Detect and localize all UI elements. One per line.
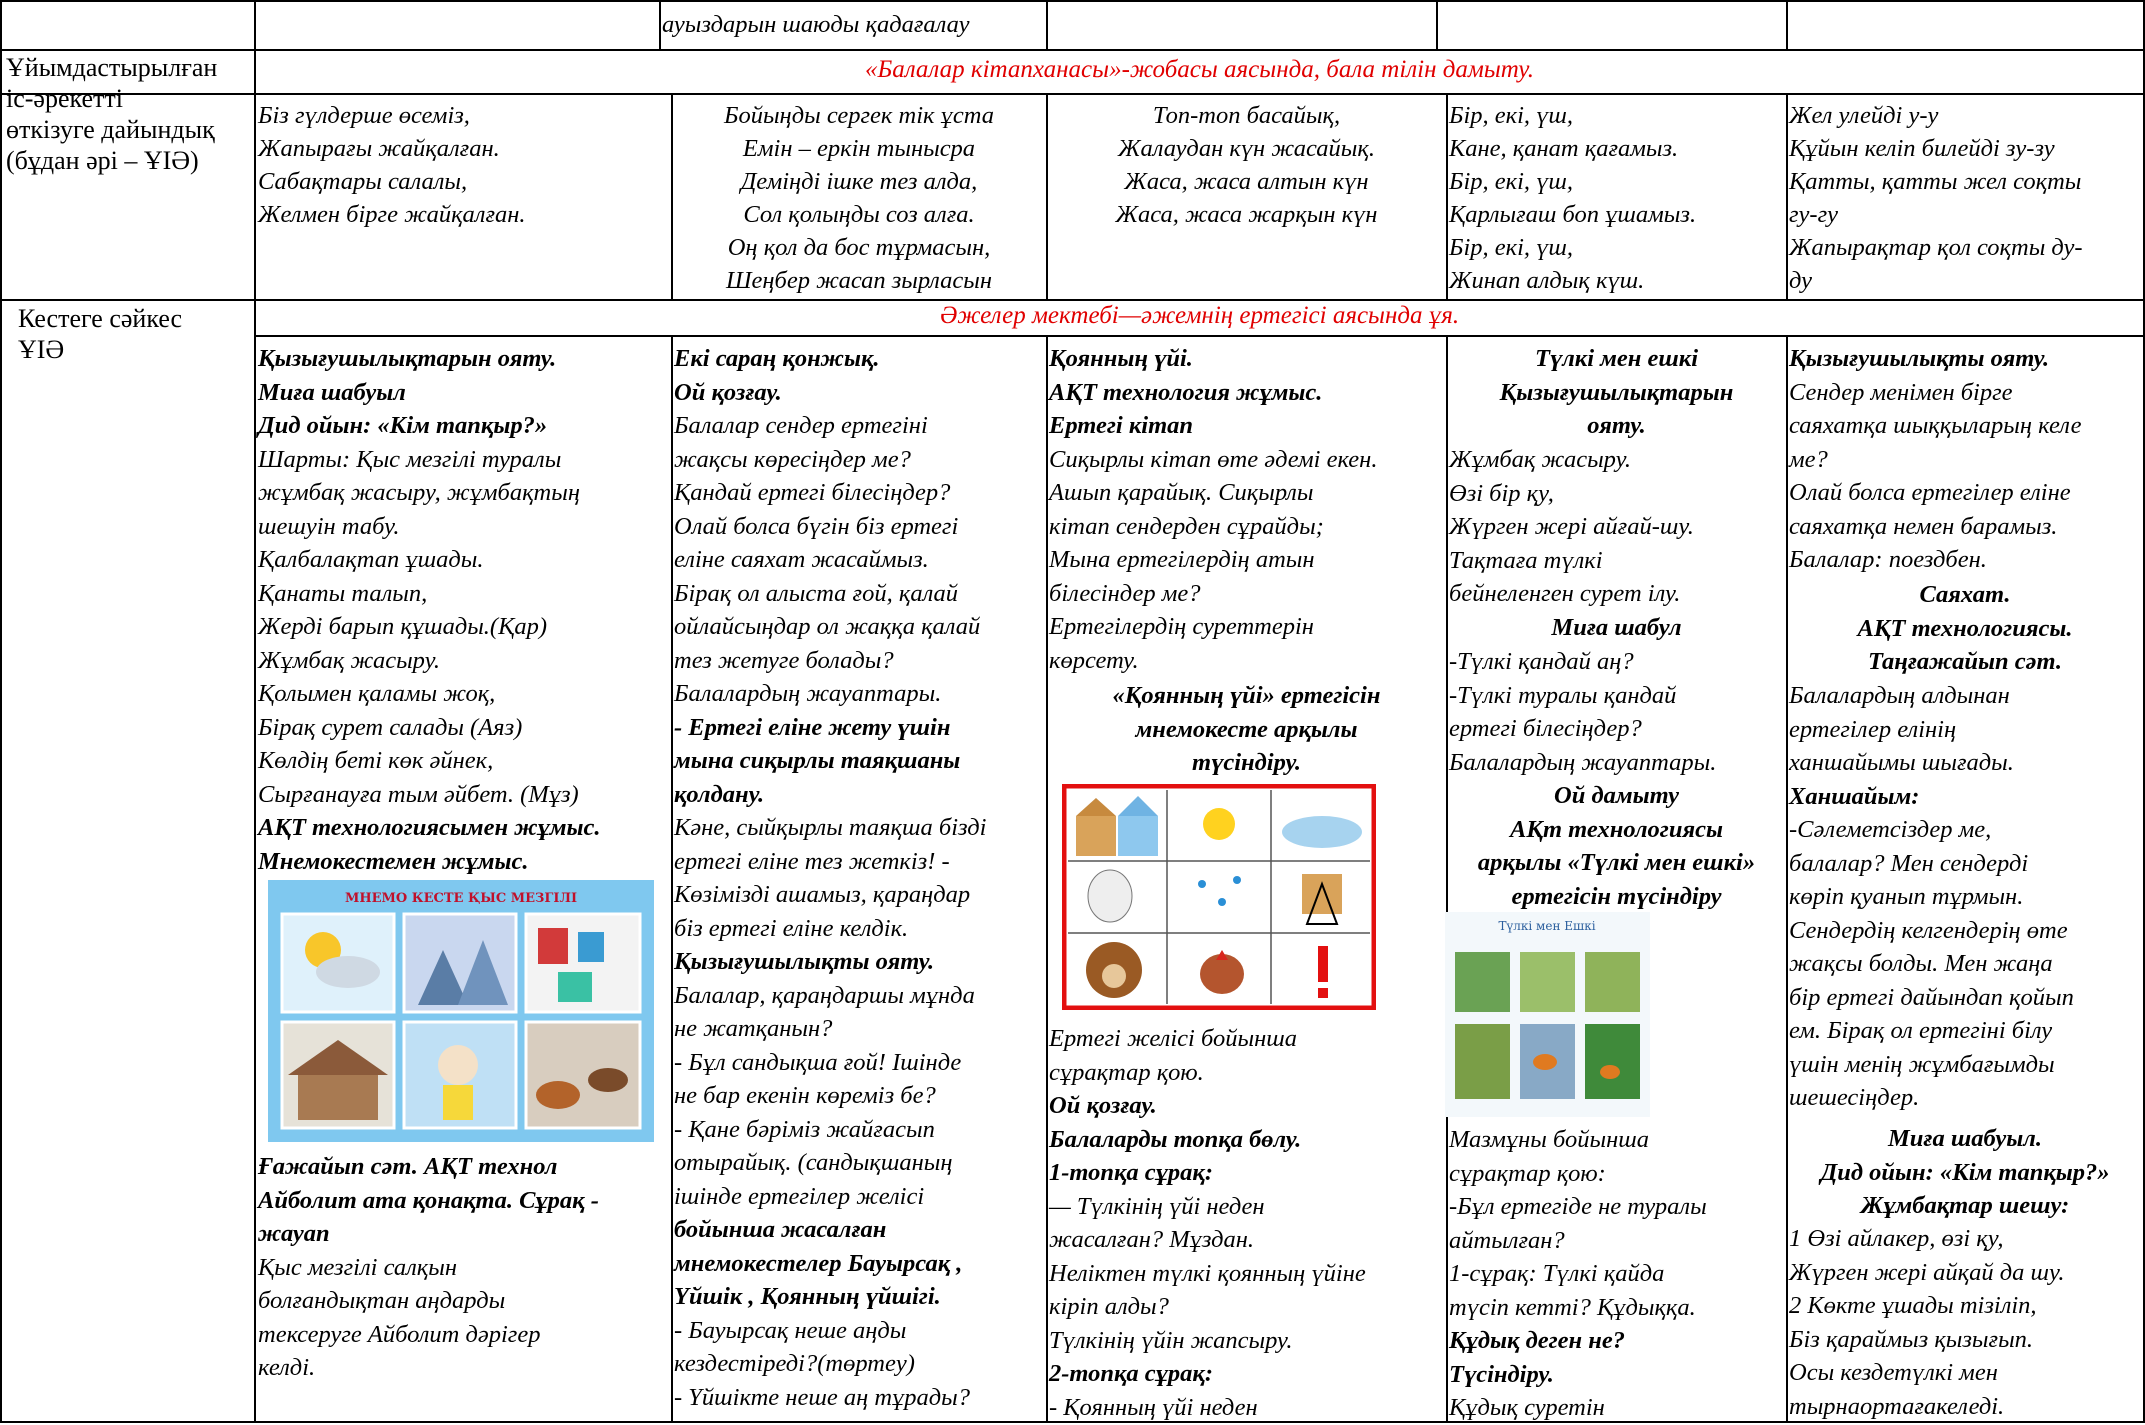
- text-line: Түлкінің үйін жапсыру.: [1049, 1326, 1293, 1354]
- text-line: Құдық деген не?: [1449, 1327, 1625, 1354]
- text-line: ойлайсыңдар ол жаққа қалай: [674, 613, 981, 640]
- poem-line: Жалаудан күн жасайық.: [1118, 135, 1375, 162]
- fox-goat-title: Түлкі мен Ешкі: [1498, 919, 1596, 933]
- poem-line: Жапырағы жайқалған.: [258, 135, 500, 162]
- poem-4: [1449, 99, 1696, 297]
- poem-line: Жел улейді у-у: [1789, 102, 1939, 129]
- poem-line: Қарлығаш боп ұшамыз.: [1449, 201, 1697, 228]
- text-line: мнемокестелер Бауырсақ ,: [674, 1249, 963, 1277]
- text-line: -Бұл ертегіде не туралы: [1449, 1193, 1707, 1220]
- column-3-top: [1049, 342, 1377, 677]
- poem-line: Құйын келіп билейді зу-зу: [1789, 135, 2055, 162]
- text-line: Ертегілердің суреттерін: [1049, 613, 1314, 640]
- text-line: Миға шабуыл: [258, 378, 406, 406]
- text-line: білесіндер ме?: [1049, 579, 1201, 607]
- col-line-2-mid: [671, 93, 673, 299]
- column-2: [674, 342, 986, 1414]
- text-line: еліне саяхат жасаймыз.: [674, 546, 929, 573]
- text-line: Ғажайып сәт. АҚТ технол: [258, 1153, 558, 1180]
- text-line: сұрақтар қою.: [1049, 1058, 1204, 1086]
- mnemo-winter-picture: [268, 880, 654, 1142]
- poem-3: [1049, 99, 1444, 231]
- text-line: Ханшайым:: [1789, 782, 1920, 810]
- text-line: жасалған? Мұздан.: [1049, 1226, 1255, 1253]
- grandma-school-banner: Әжелер мектебі—әжемнің ертегісі аясында ұя.: [939, 302, 1460, 329]
- poem-line: Бір, екі, үш,: [1449, 102, 1574, 129]
- col-line-5-top: [1786, 0, 1788, 49]
- column-1-bottom: [258, 1150, 599, 1385]
- text-line: ме?: [1789, 445, 1828, 473]
- text-line: Кәне, сыйқырлы таяқша бізді: [674, 814, 987, 841]
- centered-heading: АҚТ технологиясы.: [1857, 614, 2073, 642]
- centered-heading: Дид ойын: «Кім тапқыр?»: [1820, 1158, 2110, 1186]
- row-divider-2: [0, 93, 2145, 95]
- mnemo-rabbit-house-picture: [1062, 784, 1376, 1010]
- text-line: Бірақ сурет салады (Аяз): [258, 713, 523, 741]
- centered-heading: ояту.: [1587, 412, 1646, 439]
- text-line: Қыс мезгілі салқын: [258, 1253, 457, 1281]
- column-4-center: [1449, 342, 1784, 443]
- text-line: тез жетуге болады?: [674, 646, 894, 674]
- text-line: Құдық суретін: [1449, 1394, 1605, 1421]
- text-line: Балалардың алдынан: [1789, 682, 2010, 709]
- text-line: жұмбақ жасыру, жұмбақтың: [258, 479, 580, 506]
- text-line: Шарты: Қыс мезгілі туралы: [258, 445, 562, 473]
- text-line: Балалардың жауаптары.: [1449, 748, 1717, 776]
- poem-line: Жаса, жаса алтын күн: [1124, 168, 1369, 195]
- column-1-top: [258, 342, 601, 878]
- text-line: ертегілер елінің: [1789, 715, 1957, 743]
- column-5-center: [1789, 578, 2141, 679]
- row2-label-line: Кестеге сәйкес: [18, 304, 183, 333]
- centered-heading: Жұмбақтар шешу:: [1860, 1192, 2070, 1219]
- text-line: не бар екенін көреміз бе?: [674, 1082, 936, 1109]
- text-line: Көзімізді ашамыз, қараңдар: [674, 881, 971, 908]
- text-line: Сендердің келгендерің өте: [1789, 916, 2068, 944]
- col-line-2-bot: [671, 335, 673, 1423]
- text-line: Жұмбақ жасыру.: [258, 646, 441, 674]
- text-line: Өзі бір қу,: [1449, 479, 1554, 507]
- text-line: шешесіңдер.: [1789, 1084, 1920, 1111]
- col-line-4-top: [1436, 0, 1438, 49]
- text-line: саяхатқа немен барамыз.: [1789, 512, 2058, 540]
- col-line-4-mid: [1446, 93, 1448, 299]
- column-3-bottom: [1049, 1022, 1366, 1424]
- text-line: Тақтаға түлкі: [1449, 546, 1603, 574]
- text-line: Жұмбақ жасыру.: [1449, 446, 1632, 473]
- poem-2: [674, 99, 1044, 297]
- text-line: -Түлкі қандай аң?: [1449, 648, 1634, 675]
- column-3-center: [1049, 679, 1444, 780]
- row2-label-line: ҰІӘ: [18, 335, 65, 364]
- centered-heading: мнемокесте арқылы: [1135, 715, 1358, 743]
- text-line: Балалар: поездбен.: [1789, 546, 1987, 573]
- text-line: Жүрген жері айғай-шу.: [1449, 513, 1694, 540]
- text-line: Неліктен түлкі қоянның үйіне: [1049, 1259, 1366, 1287]
- text-line: отырайық. (сандықшаның: [674, 1149, 953, 1176]
- text-line: Балалар сендер ертегіні: [674, 412, 928, 439]
- text-line: Ертегі кітап: [1049, 412, 1194, 439]
- text-line: ханшайымы шығады.: [1789, 749, 2014, 776]
- text-line: Қызығушылықты ояту.: [1789, 345, 2050, 372]
- text-line: Олай болса бүгін біз ертегі: [674, 512, 959, 540]
- text-line: не жатқанын?: [674, 1015, 833, 1042]
- text-line: Жүрген жері айқай да шу.: [1789, 1258, 2065, 1286]
- text-line: тырнаортағакеледі.: [1789, 1392, 2005, 1420]
- row1-label: [6, 52, 217, 176]
- centered-heading: Ой дамыту: [1554, 782, 1679, 809]
- text-line: Балалар, қараңдаршы мұнда: [674, 981, 975, 1009]
- text-line: — Түлкінің үйі неден: [1049, 1192, 1265, 1220]
- text-line: Үйшік , Қоянның үйшігі.: [674, 1283, 941, 1310]
- row0-text: ауыздарын шаюды қадағалау: [662, 11, 970, 38]
- column-4-riddle: [1449, 443, 1694, 611]
- text-line: - Қоянның үйі неден: [1049, 1393, 1258, 1421]
- text-line: Айболит ата қонақта. Сұрақ -: [258, 1186, 599, 1214]
- text-line: 2 Көкте ұшады тізіліп,: [1789, 1292, 2037, 1319]
- text-line: жақсы болды. Мен жаңа: [1789, 950, 2053, 977]
- text-line: Мына ертегілердің атын: [1049, 546, 1315, 573]
- centered-heading: Саяхат.: [1919, 581, 2011, 608]
- column-4-center-3: [1449, 779, 1784, 913]
- centered-heading: Миға шабул: [1551, 614, 1682, 641]
- poem-line: гу-гу: [1789, 201, 1839, 228]
- text-line: шешуін табу.: [258, 512, 400, 540]
- text-line: 1-топқа сұрақ:: [1049, 1159, 1214, 1186]
- row1-label-line: іс-әрекетті: [6, 84, 123, 113]
- text-line: мына сиқырлы таяқшаны: [674, 747, 961, 774]
- poem-line: Желмен бірге жайқалған.: [258, 201, 526, 228]
- col-line-2-top: [659, 0, 661, 49]
- text-line: үшін менің жұмбағымды: [1789, 1050, 2055, 1078]
- column-4-questions: [1449, 645, 1716, 779]
- text-line: кіріп алды?: [1049, 1293, 1169, 1320]
- row-divider-1: [0, 49, 2145, 51]
- text-line: Қызығушылықты ояту.: [674, 948, 935, 975]
- text-line: -Түлкі туралы қандай: [1449, 681, 1677, 709]
- poem-line: Біз гүлдерше өсеміз,: [258, 102, 470, 129]
- row1-label-line: (бұдан әрі – ҰІӘ): [6, 146, 199, 175]
- text-line: біз ертегі еліне келдік.: [674, 914, 909, 942]
- text-line: келді.: [258, 1354, 316, 1381]
- centered-heading: түсіндіру.: [1192, 749, 1301, 776]
- text-line: Бірақ ол алыста ғой, қалай: [674, 579, 959, 607]
- text-line: Жерді барып құшады.(Қар): [258, 613, 548, 640]
- poem-1: [258, 99, 526, 231]
- text-line: Осы кездетүлкі мен: [1789, 1359, 1998, 1386]
- text-line: көріп қуанып тұрмын.: [1789, 883, 2024, 910]
- text-line: - Бауырсақ неше аңды: [674, 1316, 907, 1344]
- text-line: Балаларды топқа бөлу.: [1049, 1125, 1302, 1153]
- centered-heading: Таңғажайып сәт.: [1867, 648, 2063, 675]
- text-line: Дид ойын: «Кім тапқыр?»: [258, 412, 548, 439]
- column-5-center-2: [1789, 1122, 2141, 1223]
- text-line: 1 Өзі айлакер, өзі қу,: [1789, 1225, 2004, 1252]
- centered-heading: АҚт технологиясы: [1510, 815, 1723, 843]
- col-line-3-bot: [1046, 335, 1048, 1423]
- row0-cell-text: [662, 8, 969, 42]
- column-4-bottom: [1449, 1123, 1707, 1425]
- fox-and-goat-picture: [1445, 912, 1650, 1117]
- text-line: Балалардың жауаптары.: [674, 680, 942, 707]
- col-line-5-bot: [1786, 335, 1788, 1423]
- text-line: - Ертегі еліне жету үшін: [674, 713, 951, 741]
- row-divider-3: [0, 299, 2145, 301]
- poem-line: Бір, екі, үш,: [1449, 234, 1574, 261]
- column-5-bottom: [1789, 1222, 2064, 1423]
- poem-line: Шеңбер жасап зырласын: [725, 267, 993, 294]
- text-line: Ашып қарайық. Сиқырлы: [1049, 479, 1314, 506]
- poem-line: Жинап алдық күш.: [1449, 267, 1645, 294]
- poem-line: ду: [1789, 267, 1812, 294]
- poem-line: Қатты, қатты жел соқты: [1789, 168, 2082, 195]
- text-line: бейнеленген сурет ілу.: [1449, 580, 1681, 607]
- text-line: Біз қараймыз қызығып.: [1789, 1325, 2034, 1353]
- col-line-3-mid: [1046, 93, 1048, 299]
- row2-label: [18, 303, 182, 365]
- text-line: ертегі еліне тез жеткіз! -: [674, 847, 950, 875]
- poem-line: Бір, екі, үш,: [1449, 168, 1574, 195]
- text-line: 2-топқа сұрақ:: [1049, 1360, 1214, 1387]
- text-line: Қоянның үйі.: [1049, 345, 1193, 372]
- col-line-5-mid: [1786, 93, 1788, 299]
- text-line: Қандай ертегі білесіңдер?: [674, 479, 951, 506]
- text-line: жақсы көресіңдер ме?: [674, 445, 911, 473]
- text-line: кездестіреді?(төртеу): [674, 1350, 915, 1377]
- text-line: ішінде ертегілер желісі: [674, 1182, 925, 1210]
- mnemo-title: МНЕМО КЕСТЕ ҚЫС МЕЗГІЛІ: [344, 891, 578, 906]
- column-5-top: [1789, 342, 2081, 577]
- text-line: жауап: [258, 1220, 330, 1247]
- text-line: Сендер менімен бірге: [1789, 378, 2013, 406]
- text-line: - Үйшікте неше аң тұрады?: [674, 1383, 971, 1411]
- text-line: Ертегі желісі бойынша: [1049, 1025, 1297, 1052]
- text-line: болғандықтан аңдарды: [258, 1287, 506, 1314]
- text-line: Мнемокестемен жұмыс.: [258, 847, 529, 875]
- text-line: Ой қозғау.: [674, 378, 782, 406]
- text-line: - Қане бәріміз жайғасып: [674, 1115, 935, 1143]
- centered-heading: Түлкі мен ешкі: [1534, 345, 1699, 372]
- row1-label-line: Ұйымдастырылған: [6, 53, 218, 82]
- text-line: Ой қозғау.: [1049, 1092, 1157, 1119]
- column-5-middle: [1789, 679, 2074, 1115]
- text-line: Екі сараң қонжық.: [674, 345, 880, 372]
- text-line: Олай болса ертегілер еліне: [1789, 479, 2071, 506]
- column-4-center-2: [1449, 611, 1784, 645]
- text-line: қолдану.: [674, 780, 765, 808]
- poem-line: Сол қолыңды соз алға.: [743, 201, 975, 228]
- text-line: -Сәлеметсіздер ме,: [1789, 816, 1992, 843]
- poem-line: Оң қол да бос тұрмасын,: [727, 234, 991, 261]
- text-line: Қызығушылықтарын ояту.: [258, 345, 557, 372]
- project-banner: «Балалар кітапханасы»-жобасы аясында, бала тілін дамыту.: [864, 56, 1535, 83]
- centered-heading: Қызығушылықтарын: [1499, 378, 1734, 406]
- centered-heading: арқылы «Түлкі мен ешкі»: [1477, 849, 1756, 876]
- col-line-4-bot: [1446, 335, 1448, 1423]
- poem-line: Бойыңды сергек тік ұста: [724, 102, 994, 129]
- text-line: сұрақтар қою:: [1449, 1159, 1606, 1187]
- poem-line: Кане, қанат қағамыз.: [1449, 135, 1679, 162]
- text-line: ем. Бірақ ол ертегіні білу: [1789, 1017, 2053, 1044]
- text-line: көрсету.: [1049, 646, 1139, 674]
- text-line: Түсіндіру.: [1449, 1360, 1554, 1388]
- text-line: кітап сендерден сұрайды;: [1049, 512, 1324, 540]
- text-line: ертегі білесіңдер?: [1449, 715, 1642, 742]
- poem-line: Топ-топ басайық,: [1152, 102, 1341, 129]
- poem-line: Деміңді ішке тез алда,: [740, 168, 978, 195]
- centered-heading: ертегісін түсіндіру: [1511, 882, 1722, 910]
- text-line: Көлдің беті көк әйнек,: [258, 747, 494, 774]
- text-line: АҚТ технология жұмыс.: [1049, 378, 1323, 406]
- text-line: Сырғанауға тым әйбет. (Мұз): [258, 780, 579, 808]
- poem-line: Жаса, жаса жарқын күн: [1115, 201, 1378, 228]
- poem-line: Сабақтары салалы,: [258, 168, 468, 195]
- text-line: Қолымен қаламы жоқ,: [258, 680, 496, 707]
- centered-heading: «Қоянның үйі» ертегісін: [1112, 682, 1381, 709]
- text-line: бойынша жасалған: [674, 1216, 887, 1243]
- text-line: АҚТ технологиясымен жұмыс.: [258, 814, 601, 841]
- text-line: бір ертегі дайындап қойып: [1789, 983, 2074, 1011]
- text-line: 1-сұрақ: Түлкі қайда: [1449, 1260, 1665, 1287]
- border-top: [0, 0, 2145, 2]
- text-line: Қалбалақтап ұшады.: [258, 546, 484, 573]
- poem-line: Емін – еркін тынысра: [742, 135, 976, 162]
- col-line-0: [0, 0, 2, 1423]
- centered-heading: Миға шабуыл.: [1888, 1125, 2042, 1152]
- text-line: түсіп кетті? Құдыққа.: [1449, 1293, 1696, 1321]
- col-line-3-top: [1046, 0, 1048, 49]
- text-line: айтылған?: [1449, 1226, 1565, 1254]
- row1-label-line: өткізуге дайындық: [6, 115, 215, 144]
- text-line: саяхатқа шыққыларың келе: [1789, 412, 2082, 439]
- text-line: - Бұл сандықша ғой! Ішінде: [674, 1048, 962, 1076]
- text-line: Қанаты талып,: [258, 579, 428, 607]
- text-line: тексеруге Айболит дәрігер: [258, 1320, 541, 1348]
- poem-5: [1789, 99, 2083, 297]
- poem-line: Жапырақтар қол соқты ду-: [1789, 234, 2083, 261]
- banner-divider: [254, 335, 2145, 337]
- text-line: Мазмұны бойынша: [1449, 1126, 1650, 1153]
- text-line: балалар? Мен сендерді: [1789, 849, 2029, 877]
- col-line-1: [254, 0, 256, 1423]
- text-line: Сиқырлы кітап өте әдемі екен.: [1049, 445, 1378, 473]
